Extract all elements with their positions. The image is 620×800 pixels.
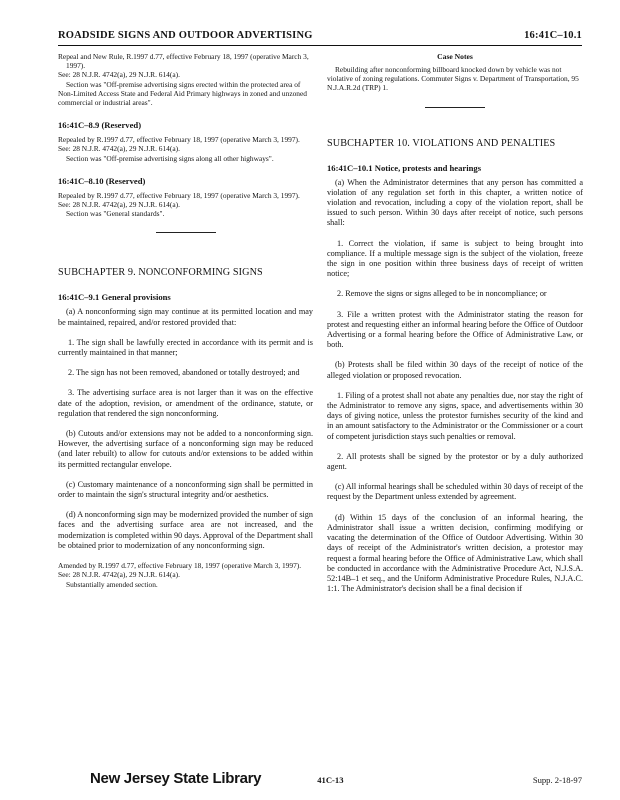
paragraph-b: (b) Protests shall be filed within 30 days of the receipt of notice of the alleged violation or proposed revocation. [327, 360, 583, 380]
list-item: 1. Filing of a protest shall not abate any penalties due, nor stay the right of the Administrator to remove any signs, space, and advertisements within 30 days of giving notice, unless the protestor furnishes security of the kind and in an amount satisfactory to the Administrator or the Commissioner or a court of competent jurisdiction stays such penalties or removal. [327, 390, 583, 441]
list-item: 2. All protests shall be signed by the protestor or by a duly authorized agent. [327, 451, 583, 472]
header-section-number: 16:41C–10.1 [524, 30, 582, 41]
page-footer [90, 770, 582, 787]
history-line: Repealed by R.1997 d.77, effective February 18, 1997 (operative March 3, 1997). [58, 190, 300, 200]
section-divider [425, 107, 485, 108]
section-title-8-9: 16:41C–8.9 (Reserved) [58, 120, 142, 131]
section-divider [156, 232, 216, 233]
list-item: 1. Correct the violation, if same is subject to being brought into compliance. If a multiple message sign is the subject of the violation, freeze the sign in one position within three business days of receipt of written notice; [327, 238, 583, 279]
paragraph-d: (d) Within 15 days of the conclusion of an informal hearing, the Administrator shall issue a written decision, confirming modifying or vacating the determination of the Office of Outdoor Advertising. Within 30 days of receipt of the Administrator's written decision, a protestor may request a formal hearing before the Office of Administrative Law, which shall be conducted in accordance with the Administrative Procedure Act, N.J.S.A. 52:14B–1 et seq., and the Uniform Administrative Procedure Rules, N.J.A.C. 1:1. The Administrator's decision shall be a final decision if [327, 512, 583, 594]
history-note-8-10 [58, 191, 313, 219]
history-line: Section was "Off-premise advertising signs erected within the protected area of Non-Limited Access State and Federal Aid Primary highways in zoned and unzoned commercial or industrial areas". [58, 79, 307, 108]
history-line: See: 28 N.J.R. 4742(a), 29 N.J.R. 614(a). [58, 70, 180, 80]
paragraph-d: (d) A nonconforming sign may be modernized provided the number of sign faces and the advertising surface area are not increased, and the modernization is completed within 90 days. Approval of the Department shall be obtained prior to modernization of any nonconforming sign. [58, 510, 313, 550]
intro-history-note [58, 52, 313, 107]
page-number: 41C-13 [317, 775, 344, 785]
right-column [327, 52, 583, 604]
history-line: Repealed by R.1997 d.77, effective February 18, 1997 (operative March 3, 1997). [58, 135, 300, 145]
paragraph-a: (a) A nonconforming sign may continue at its permitted location and may be maintained, repaired, and/or restored provided that: [58, 307, 313, 327]
history-line: See: 28 N.J.R. 4742(a), 29 N.J.R. 614(a). [58, 200, 180, 210]
supplement-date: Supp. 2-18-97 [532, 775, 582, 785]
header-title: ROADSIDE SIGNS AND OUTDOOR ADVERTISING [58, 30, 313, 41]
history-note-9-1 [58, 561, 313, 589]
history-line: Amended by R.1997 d.77, effective February 18, 1997 (operative March 3, 1997). [58, 561, 302, 571]
history-line: Section was "General standards". [66, 209, 165, 219]
history-line: See: 28 N.J.R. 4742(a), 29 N.J.R. 614(a). [58, 144, 180, 154]
list-item: 2. The sign has not been removed, abandoned or totally destroyed; and [68, 368, 300, 378]
library-stamp: New Jersey State Library [90, 770, 262, 787]
running-header [58, 30, 582, 41]
left-column [58, 52, 313, 589]
subchapter-10-heading: SUBCHAPTER 10. VIOLATIONS AND PENALTIES [327, 137, 556, 149]
paragraph-c: (c) Customary maintenance of a nonconforming sign shall be permitted in order to maintain the sign's structural integrity and/or aesthetics. [58, 479, 313, 500]
paragraph-b: (b) Cutouts and/or extensions may not be added to a nonconforming sign. However, the advertising surface of a nonconforming sign may be reduced (and later rebuilt) to allow for cutouts and/or extensions to be added within its permitted rectangular envelope. [58, 429, 313, 469]
header-rule [58, 45, 582, 46]
history-line: Section was "Off-premise advertising signs along all other highways". [66, 153, 274, 163]
list-item: 3. File a written protest with the Administrator stating the reason for protest and requesting either an informal hearing before the Office of Outdoor Advertising or a formal hearing before the Office of Administrative Law, or both. [327, 309, 583, 350]
case-notes-text: Rebuilding after nonconforming billboard knocked down by vehicle was not violative of zoning regulations. Commuter Signs v. Department of Transportation, 95 N.J.A.R.2d (TRP) 1. [327, 65, 579, 93]
section-title-10-1: 16:41C–10.1 Notice, protests and hearings [327, 162, 482, 173]
list-item: 1. The sign shall be lawfully erected in accordance with its permit and is currently maintained in that manner; [58, 337, 313, 358]
section-title-9-1: 16:41C–9.1 General provisions [58, 292, 171, 303]
subchapter-9-heading: SUBCHAPTER 9. NONCONFORMING SIGNS [58, 267, 263, 279]
list-item: 2. Remove the signs or signs alleged to be in noncompliance; or [337, 289, 547, 299]
case-notes-title: Case Notes [437, 52, 473, 61]
paragraph-c: (c) All informal hearings shall be scheduled within 30 days of receipt of the request by the Department unless extended by agreement. [327, 482, 583, 502]
paragraph-a: (a) When the Administrator determines that any person has committed a violation of any regulation set forth in this chapter, a written notice of violation and revocation, including a copy of the violation report, shall be issued to such person. Within 30 days after receipt of notice, such persons shall: [327, 177, 583, 228]
history-line: See: 28 N.J.R. 4742(a), 29 N.J.R. 614(a). [58, 570, 180, 580]
history-line: Repeal and New Rule, R.1997 d.77, effective February 18, 1997 (operative March 3, 1997). [58, 52, 309, 71]
list-item: 3. The advertising surface area is not larger than it was on the effective date of the adoption, revision, or amendment of the ordinance, statute, or regulation that rendered the sign nonconforming. [58, 388, 313, 418]
history-line: Substantially amended section. [66, 579, 158, 589]
section-title-8-10: 16:41C–8.10 (Reserved) [58, 175, 146, 186]
history-note-8-9 [58, 135, 313, 163]
